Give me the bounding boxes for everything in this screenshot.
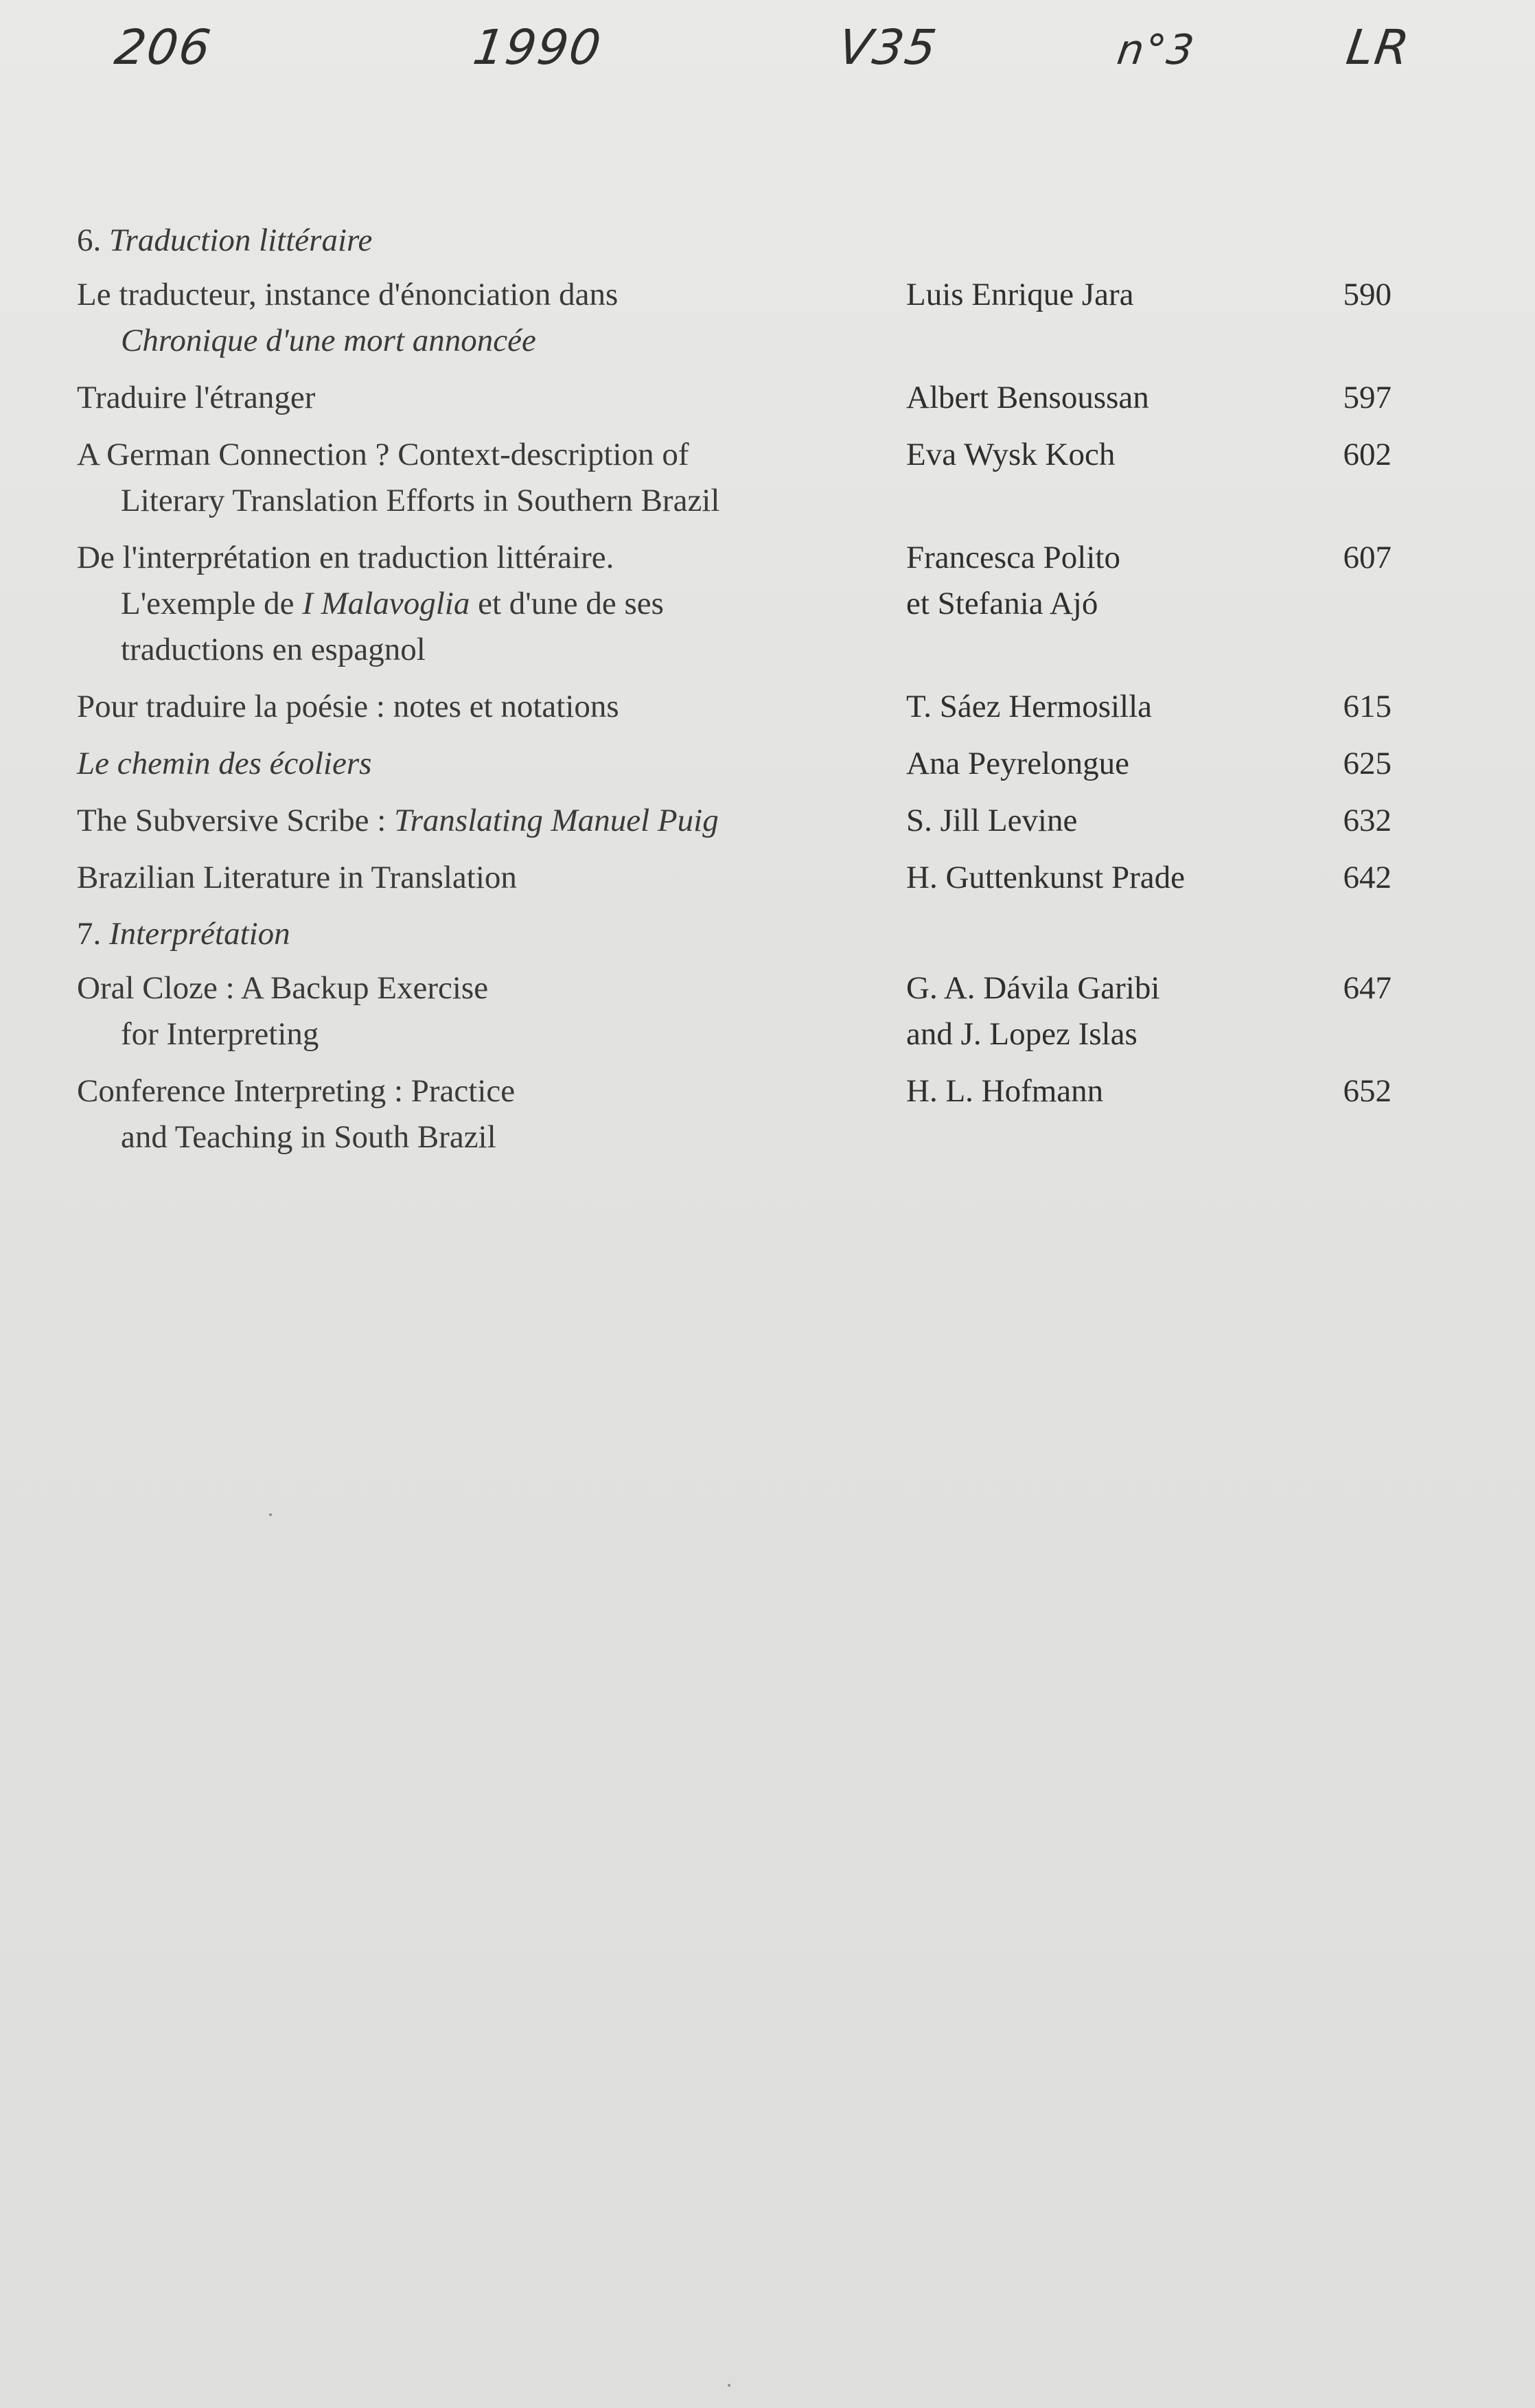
title-fragment: L'exemple de bbox=[121, 586, 303, 621]
title-line: Le traducteur, instance d'énonciation dans bbox=[77, 277, 619, 312]
title-line: A German Connection ? Context-description of bbox=[77, 437, 689, 472]
toc-entry[interactable] bbox=[77, 855, 1395, 901]
toc-entry[interactable] bbox=[77, 684, 1395, 730]
section-heading-interpretation bbox=[77, 912, 1395, 956]
title-italic: I Malavoglia bbox=[302, 586, 470, 621]
title-line bbox=[77, 318, 901, 364]
entry-page-number: 597 bbox=[1343, 380, 1392, 415]
author-line: S. Jill Levine bbox=[906, 803, 1078, 838]
entry-author bbox=[906, 741, 1291, 787]
entry-author bbox=[906, 1068, 1291, 1114]
title-fragment: The Subversive Scribe : bbox=[77, 803, 395, 838]
toc-entry[interactable] bbox=[77, 965, 1395, 1057]
title-line: Literary Translation Efforts in Southern Brazil bbox=[121, 483, 720, 518]
author-line: Francesca Polito bbox=[906, 540, 1120, 575]
entry-title bbox=[77, 684, 901, 730]
title-italic: Chronique d'une mort annoncée bbox=[121, 323, 536, 358]
title-line: and Teaching in South Brazil bbox=[121, 1119, 496, 1155]
author-line: H. L. Hofmann bbox=[906, 1073, 1104, 1109]
toc-entry[interactable] bbox=[77, 272, 1395, 364]
table-of-contents bbox=[77, 218, 1395, 1171]
toc-entry[interactable] bbox=[77, 1068, 1395, 1160]
entry-title bbox=[77, 798, 901, 844]
title-fragment: et d'une de ses bbox=[470, 586, 664, 621]
section-title: Interprétation bbox=[109, 916, 290, 952]
handwritten-note-initials: LR bbox=[1343, 19, 1414, 76]
entry-page-number: 590 bbox=[1343, 277, 1392, 312]
entry-page-number: 625 bbox=[1343, 746, 1392, 781]
handwritten-note-issue: n°3 bbox=[1114, 26, 1199, 74]
title-line: traductions en espagnol bbox=[121, 632, 426, 667]
author-line: Albert Bensoussan bbox=[906, 380, 1149, 415]
handwritten-note-206: 206 bbox=[111, 19, 216, 76]
entry-title bbox=[77, 535, 901, 673]
title-line bbox=[77, 798, 901, 844]
entry-page-number: 632 bbox=[1343, 803, 1392, 838]
entry-author bbox=[906, 272, 1291, 318]
entry-author bbox=[906, 798, 1291, 844]
section-number: 7. bbox=[77, 916, 102, 952]
author-line: and J. Lopez Islas bbox=[906, 1016, 1138, 1052]
toc-entry[interactable] bbox=[77, 741, 1395, 787]
toc-entry[interactable] bbox=[77, 798, 1395, 844]
title-line: Traduire l'étranger bbox=[77, 380, 316, 415]
author-line: et Stefania Ajó bbox=[906, 586, 1098, 621]
paper-speck bbox=[269, 1513, 272, 1516]
title-italic: Translating Manuel Puig bbox=[394, 803, 719, 838]
title-line bbox=[77, 741, 901, 787]
entry-page-number: 647 bbox=[1343, 970, 1392, 1006]
entry-author bbox=[906, 855, 1291, 901]
toc-entry[interactable] bbox=[77, 432, 1395, 524]
title-line: De l'interprétation en traduction littéraire. bbox=[77, 540, 614, 575]
section-title: Traduction littéraire bbox=[109, 222, 373, 258]
entry-page-number: 607 bbox=[1343, 540, 1392, 575]
handwritten-note-1990: 1990 bbox=[470, 19, 605, 76]
entry-page-number: 602 bbox=[1343, 437, 1392, 472]
toc-entry[interactable] bbox=[77, 375, 1395, 421]
entry-page-number: 642 bbox=[1343, 860, 1392, 895]
entry-title bbox=[77, 375, 901, 421]
entry-title bbox=[77, 965, 901, 1057]
entry-title bbox=[77, 272, 901, 364]
title-line: for Interpreting bbox=[121, 1016, 319, 1052]
entry-author bbox=[906, 375, 1291, 421]
section-number: 6. bbox=[77, 222, 102, 258]
toc-entry[interactable] bbox=[77, 535, 1395, 673]
author-line: T. Sáez Hermosilla bbox=[906, 689, 1153, 724]
paper-speck bbox=[728, 2384, 730, 2387]
entry-page-number: 615 bbox=[1343, 689, 1392, 724]
entry-title bbox=[77, 855, 901, 901]
entry-author bbox=[906, 432, 1291, 478]
author-line: Ana Peyrelongue bbox=[906, 746, 1129, 781]
section-heading-traduction-litteraire bbox=[77, 218, 1395, 262]
title-line: Pour traduire la poésie : notes et notations bbox=[77, 689, 619, 724]
author-line: Eva Wysk Koch bbox=[906, 437, 1116, 472]
author-line: Luis Enrique Jara bbox=[906, 277, 1134, 312]
entry-title bbox=[77, 1068, 901, 1160]
entry-title bbox=[77, 741, 901, 787]
title-line: Brazilian Literature in Translation bbox=[77, 860, 517, 895]
entry-title bbox=[77, 432, 901, 524]
title-line bbox=[77, 581, 901, 627]
title-italic: Le chemin des écoliers bbox=[77, 746, 372, 781]
title-line: Oral Cloze : A Backup Exercise bbox=[77, 970, 489, 1006]
entry-page-number: 652 bbox=[1343, 1073, 1392, 1109]
handwritten-note-volume: V35 bbox=[835, 19, 941, 76]
entry-author bbox=[906, 965, 1291, 1057]
author-line: H. Guttenkunst Prade bbox=[906, 860, 1185, 895]
title-line: Conference Interpreting : Practice bbox=[77, 1073, 516, 1109]
author-line: G. A. Dávila Garibi bbox=[906, 970, 1160, 1006]
entry-author bbox=[906, 684, 1291, 730]
entry-author bbox=[906, 535, 1291, 627]
